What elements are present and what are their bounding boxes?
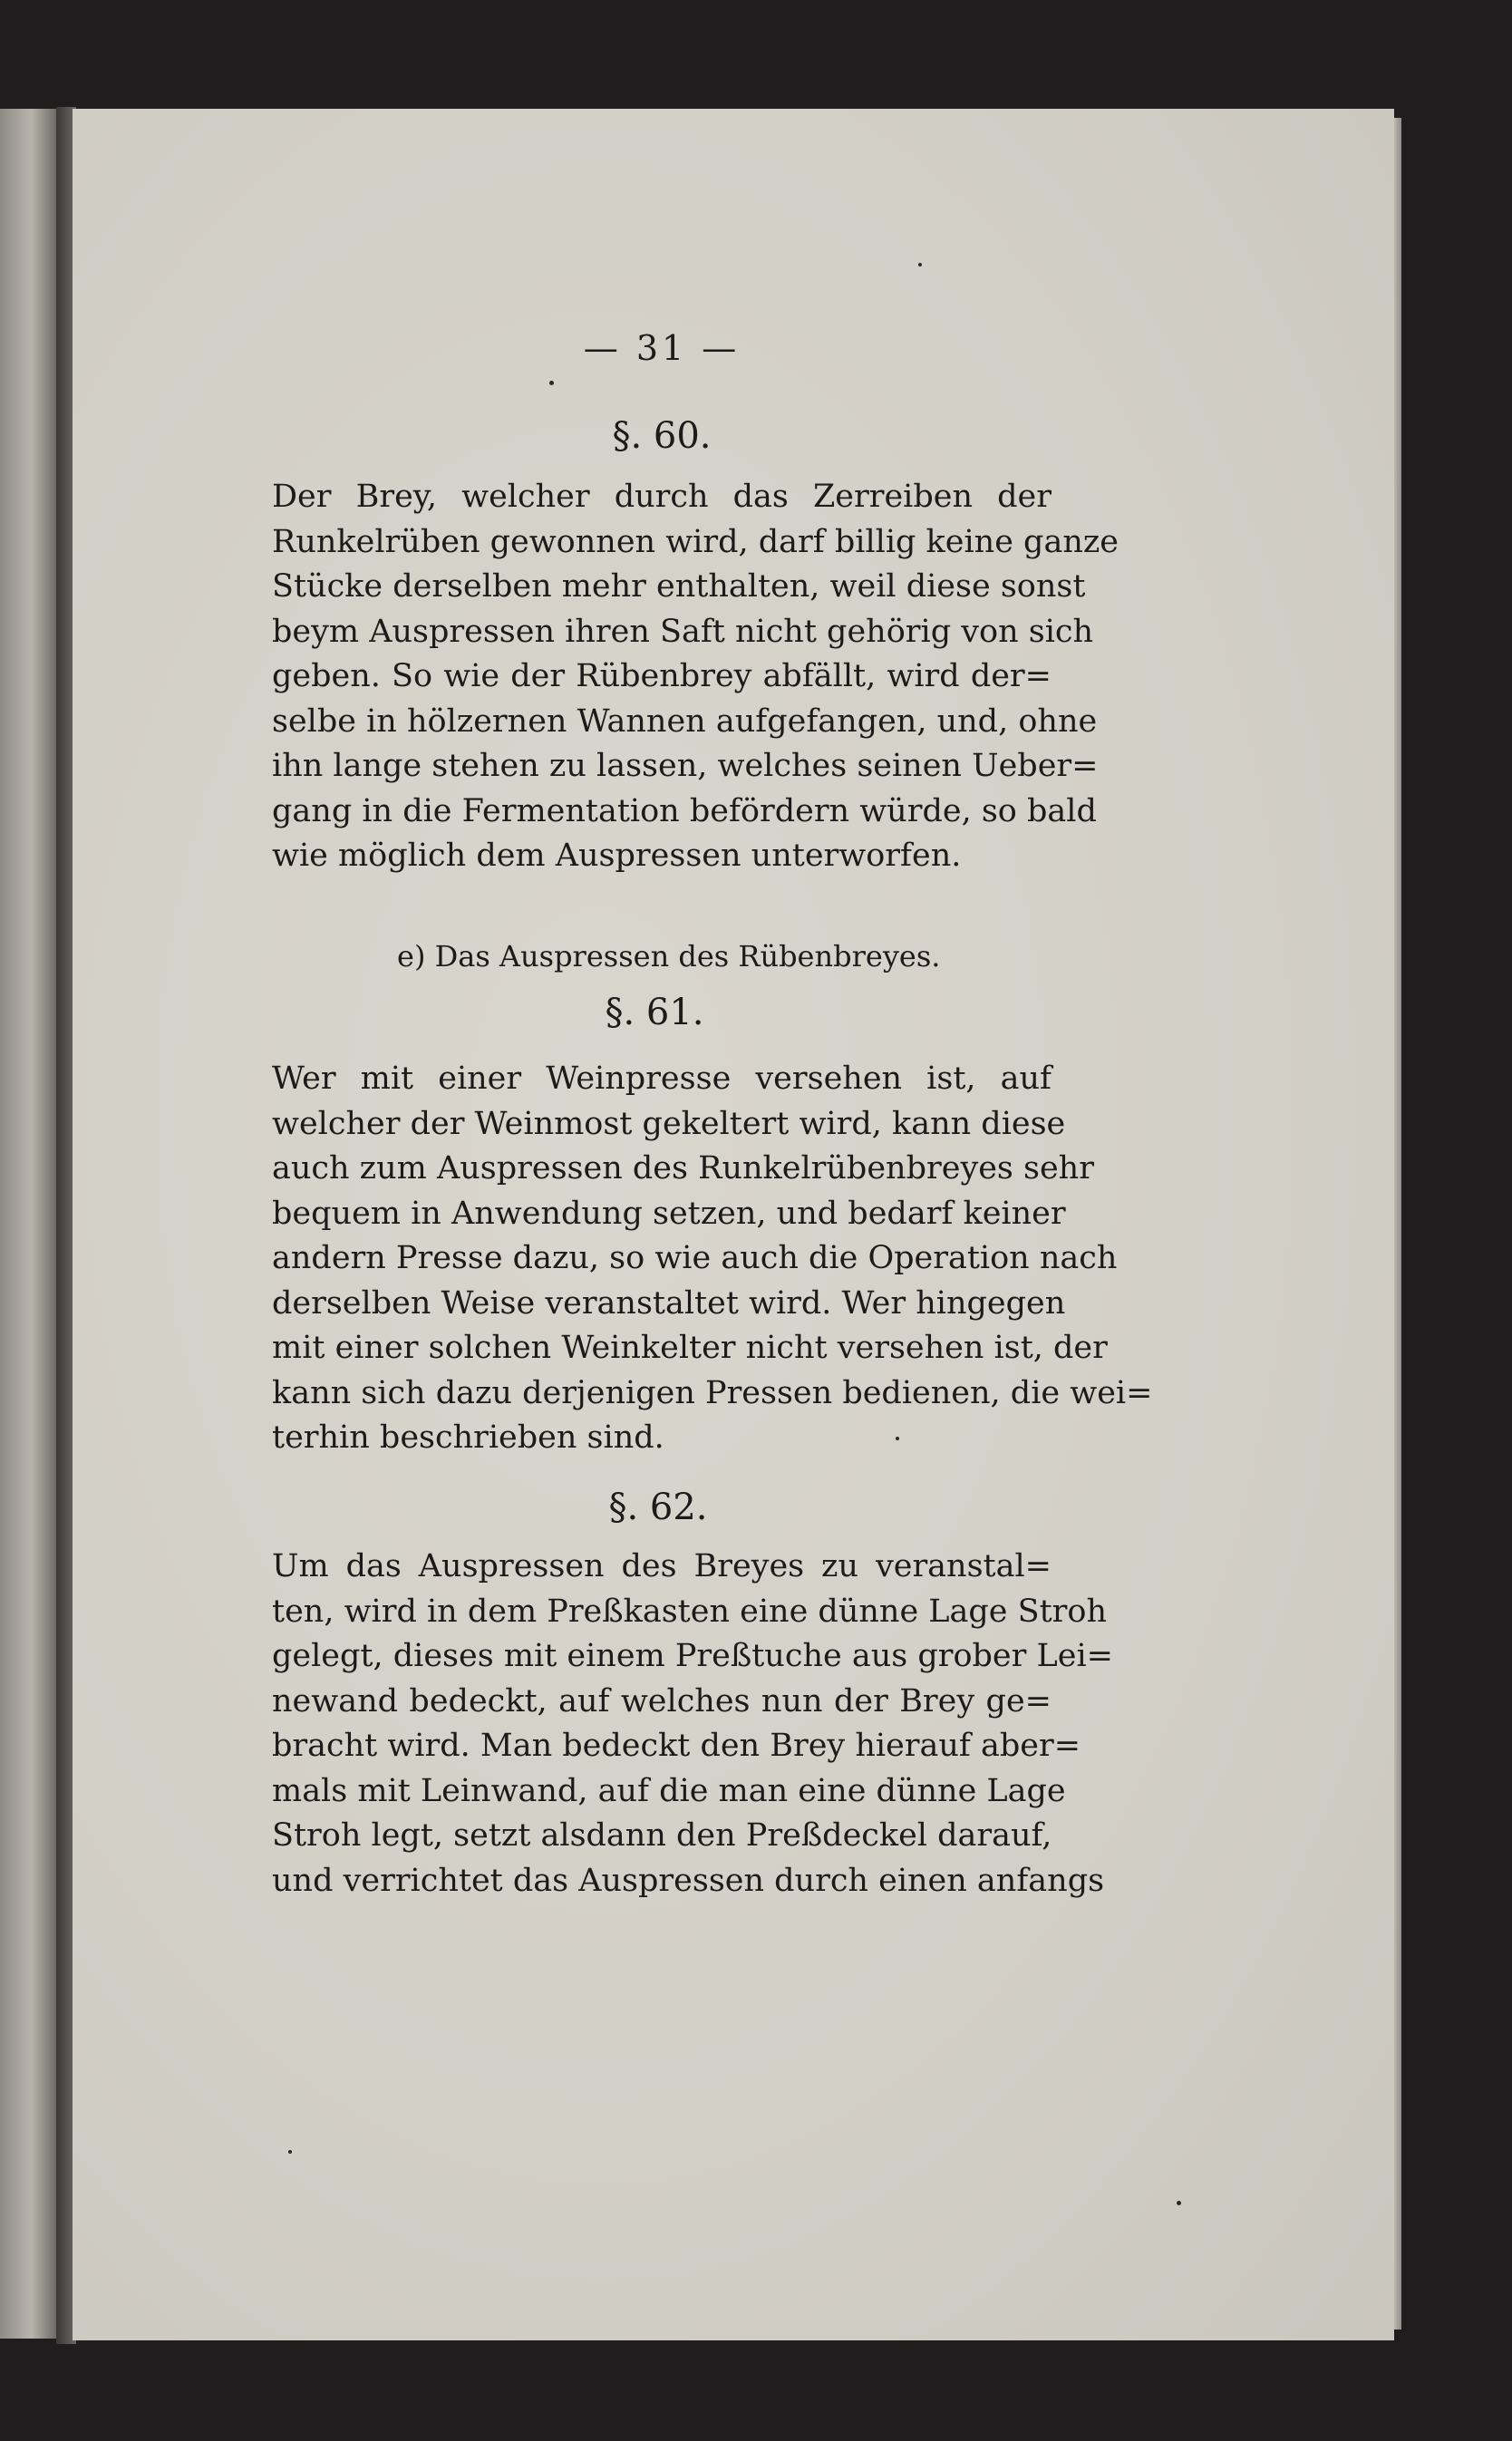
text-line: gelegt, dieses mit einem Preßtuche aus grober Lei=	[272, 1638, 1113, 1674]
text-line: Stücke derselben mehr enthalten, weil diese sonst	[272, 568, 1086, 605]
text-line: bracht wird. Man bedeckt den Brey hierauf aber=	[272, 1728, 1081, 1764]
text-line: Der Brey, welcher durch das Zerreiben der	[272, 479, 1052, 515]
paragraph-60	[272, 475, 1119, 879]
text-line: derselben Weise veranstaltet wird. Wer hingegen	[272, 1284, 1066, 1322]
paper-speck	[549, 381, 554, 385]
paragraph-61	[272, 1057, 1153, 1461]
paper-speck	[288, 2150, 292, 2154]
text-line: bequem in Anwendung setzen, und bedarf keiner	[272, 1195, 1066, 1232]
text-line: mit einer solchen Weinkelter nicht versehen ist, der	[272, 1330, 1108, 1366]
text-line: ten, wird in dem Preßkasten eine dünne Lage Stroh	[272, 1593, 1108, 1630]
text-line: Wer mit einer Weinpresse versehen ist, auf	[272, 1061, 1052, 1097]
previous-page-edge	[0, 109, 56, 2339]
section-heading-62: §. 62.	[608, 1487, 708, 1528]
text-line: und verrichtet das Auspressen durch einen anfangs	[272, 1862, 1105, 1899]
paper-speck	[918, 263, 922, 266]
text-line: Runkelrüben gewonnen wird, darf billig keine ganze	[272, 523, 1119, 560]
paragraph-62	[272, 1545, 1113, 1903]
text-line: mals mit Leinwand, auf die man eine dünne Lage	[272, 1772, 1066, 1809]
section-heading-60: §. 60.	[612, 415, 712, 457]
paper-speck	[1177, 2201, 1181, 2205]
text-line: selbe in hölzernen Wannen aufgefangen, und, ohne	[272, 702, 1098, 740]
text-line: Stroh legt, setzt alsdann den Preßdeckel darauf,	[272, 1817, 1052, 1854]
text-line: beym Auspressen ihren Saft nicht gehörig von sich	[272, 613, 1094, 650]
text-line: Um das Auspressen des Breyes zu veranstal=	[272, 1548, 1052, 1584]
page-fore-edge	[1394, 118, 1401, 2330]
text-line: auch zum Auspressen des Runkelrübenbreyes sehr	[272, 1150, 1094, 1187]
paper-speck	[896, 1437, 899, 1440]
page-number-header: — 31 —	[583, 328, 741, 368]
text-line: kann sich dazu derjenigen Pressen bedienen, die wei=	[272, 1374, 1153, 1411]
text-line: welcher der Weinmost gekeltert wird, kann diese	[272, 1105, 1066, 1142]
text-line: wie möglich dem Auspressen unterworfen.	[272, 838, 962, 874]
chapter-subheading: e) Das Auspressen des Rübenbreyes.	[397, 939, 941, 973]
text-line: ihn lange stehen zu lassen, welches seinen Ueber=	[272, 748, 1099, 784]
text-line: gang in die Fermentation befördern würde, so bald	[272, 792, 1097, 829]
text-line: andern Presse dazu, so wie auch die Operation nach	[272, 1240, 1118, 1276]
section-heading-61: §. 61.	[605, 992, 704, 1033]
text-line: terhin beschrieben sind.	[272, 1419, 664, 1456]
text-line: newand bedeckt, auf welches nun der Brey ge=	[272, 1682, 1052, 1719]
text-line: geben. So wie der Rübenbrey abfällt, wird der=	[272, 658, 1052, 694]
